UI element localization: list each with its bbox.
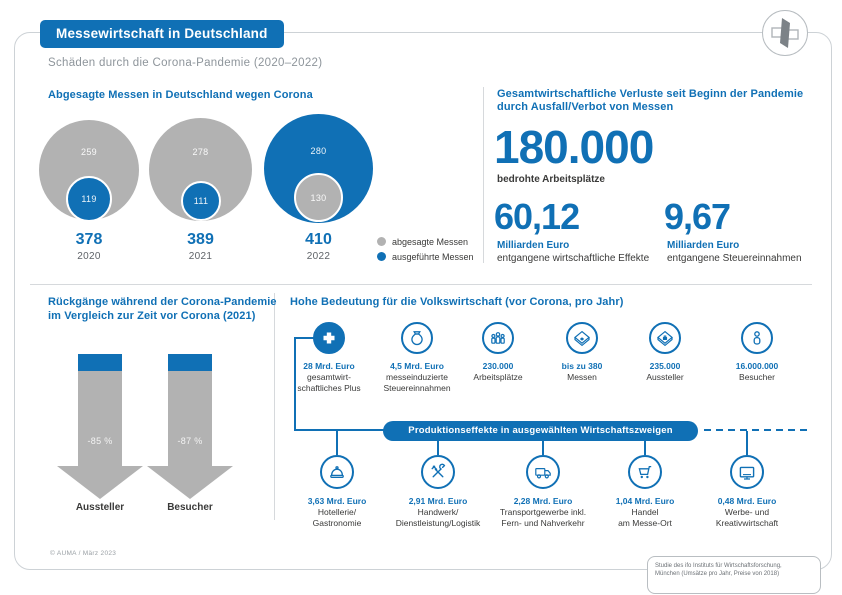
sector-value: 2,91 Mrd. Euro [408,496,468,506]
auma-logo-icon [762,10,808,56]
stat-line: gesamtwirt- [307,372,351,382]
stat-jobs [455,322,541,383]
divider-horizontal [30,284,812,285]
stat-line: Besucher [739,372,775,382]
section-title-declines-line2: im Vergleich zur Zeit vor Corona (2021) [48,310,256,322]
source-note-line: München (Umsätze pro Jahr, Preise von 2018) [655,571,780,577]
page-subtitle: Schäden durch die Corona-Pandemie (2020–2022) [48,57,323,69]
stat-exhibitors [622,322,708,383]
stat-value: 235.000 [649,361,681,371]
stat-value: 16.000.000 [735,361,779,371]
connector-line [294,337,296,431]
stat-value: 230.000 [482,361,514,371]
legend-label: abgesagte Messen [392,236,469,247]
connector-drop [746,431,748,455]
sector-line: Gastronomie [312,518,362,528]
sector-line: Kreativwirtschaft [715,518,779,528]
connector-line [294,429,384,431]
stat-line: messeinduzierte [386,372,448,382]
copyright-footer: © AUMA / März 2023 [50,550,117,557]
arrow-shaft [168,371,212,466]
connector-line [295,337,314,339]
arrow-head-icon [57,466,143,499]
stat-tax-revenue [374,322,460,394]
stat-value: 28 Mrd. Euro [303,361,355,371]
tools-icon [421,455,455,489]
total-2020: 378 [75,231,103,248]
sector-line: Fern- und Nahverkehr [501,518,585,528]
sector-transport [487,455,599,529]
connector-drop [437,441,439,455]
arrow-shaft [78,371,122,466]
bubble-value: 111 [193,196,209,206]
divider-vertical-top [483,87,484,263]
decline-arrow-besucher [147,354,233,519]
bubble-value: 259 [81,147,97,157]
economic-loss-unit: Milliarden Euro [497,240,570,251]
section-title-importance: Hohe Bedeutung für die Volkswirtschaft (vor Corona, pro Jahr) [290,296,624,308]
bubble-2022-cancelled [294,173,343,222]
sector-handel [589,455,701,529]
section-title-cancelled-fairs: Abgesagte Messen in Deutschland wegen Corona [48,89,313,101]
economic-loss-label: entgangene wirtschaftliche Effekte [497,253,650,264]
sector-value: 2,28 Mrd. Euro [513,496,573,506]
legend-item-held [377,249,474,264]
arrow-head-icon [147,466,233,499]
connector-drop [542,441,544,455]
stat-line: Messen [567,372,597,382]
arrow-cap [168,354,212,371]
bubble-value: 130 [310,192,327,203]
sector-werbung [691,455,803,529]
sector-hotellerie [281,455,393,529]
sector-line: Dienstleistung/Logistik [395,518,481,528]
people-group-icon [482,322,514,354]
year-label: 2021 [188,251,213,262]
cloche-icon [320,455,354,489]
stat-visitors [714,322,800,383]
connector-drop [644,441,646,455]
jobs-threatened-value: 180.000 [494,121,654,173]
total-2021: 389 [187,231,214,248]
bubble-value: 119 [81,194,97,204]
page-title: Messewirtschaft in Deutschland [40,20,284,48]
divider-vertical-bottom [274,293,275,520]
total-2022: 410 [305,231,332,248]
exhibitor-hall-icon [649,322,681,354]
stat-value: 4,5 Mrd. Euro [390,361,444,371]
decline-label: Besucher [167,502,213,513]
section-title-declines-line1: Rückgänge während der Corona-Pandemie [48,296,277,308]
section-title-losses-line2: durch Ausfall/Verbot von Messen [497,101,674,113]
sector-handwerk [382,455,494,529]
stat-line: schaftliches Plus [297,383,361,393]
bubble-2021-held [181,181,221,221]
money-bag-icon [401,322,433,354]
bubble-value: 278 [192,147,209,157]
stat-line: Arbeitsplätze [473,372,523,382]
sector-line: Transportgewerbe inkl. [499,507,587,517]
sector-line: Werbe- und [724,507,770,517]
arrow-cap [78,354,122,371]
year-label: 2020 [77,251,101,262]
sector-line: Hotellerie/ [317,507,357,517]
sector-line: Handwerk/ [417,507,459,517]
section-title-losses-line1: Gesamtwirtschaftliche Verluste seit Beginn der Pandemie [497,88,804,100]
jobs-threatened-label: bedrohte Arbeitsplätze [497,174,605,185]
visitor-icon [741,322,773,354]
decline-label: Aussteller [75,502,125,513]
legend-label: ausgeführte Messen [392,251,474,262]
decline-arrow-aussteller [57,354,143,519]
sector-value: 0,48 Mrd. Euro [717,496,777,506]
monitor-icon [730,455,764,489]
truck-icon [526,455,560,489]
stat-fairs [539,322,625,383]
sector-value: 3,63 Mrd. Euro [307,496,367,506]
connector-drop [336,431,338,455]
decline-percent: -85 % [87,436,113,446]
stat-line: Steuereinnahmen [383,383,451,393]
sector-line: Handel [631,507,659,517]
connector-dashed-line [704,429,812,431]
legend-item-cancelled [377,234,474,249]
cart-icon [628,455,662,489]
tax-loss-unit: Milliarden Euro [667,240,740,251]
source-note-line: Studie des ifo Instituts für Wirtschaftsforschung, [655,563,782,569]
tax-loss-label: entgangene Steuereinnahmen [667,253,802,264]
bubble-value: 280 [310,146,327,156]
legend-dot-gray [377,237,386,246]
bubble-2020-held [66,176,112,222]
stat-value: bis zu 380 [561,361,603,371]
sector-value: 1,04 Mrd. Euro [615,496,675,506]
production-effects-banner: Produktionseffekte in ausgewählten Wirtschaftszweigen [383,421,698,441]
economic-loss-value: 60,12 [494,196,580,237]
stat-gdp-plus [286,322,372,394]
decline-percent: -87 % [177,436,203,446]
plus-icon [313,322,345,354]
sector-line: am Messe-Ort [618,518,672,528]
stat-line: Aussteller [646,372,684,382]
source-note [647,556,821,594]
legend-dot-blue [377,252,386,261]
legend [377,234,474,264]
fair-hall-icon [566,322,598,354]
year-label: 2022 [306,251,331,262]
tax-loss-value: 9,67 [664,196,731,237]
